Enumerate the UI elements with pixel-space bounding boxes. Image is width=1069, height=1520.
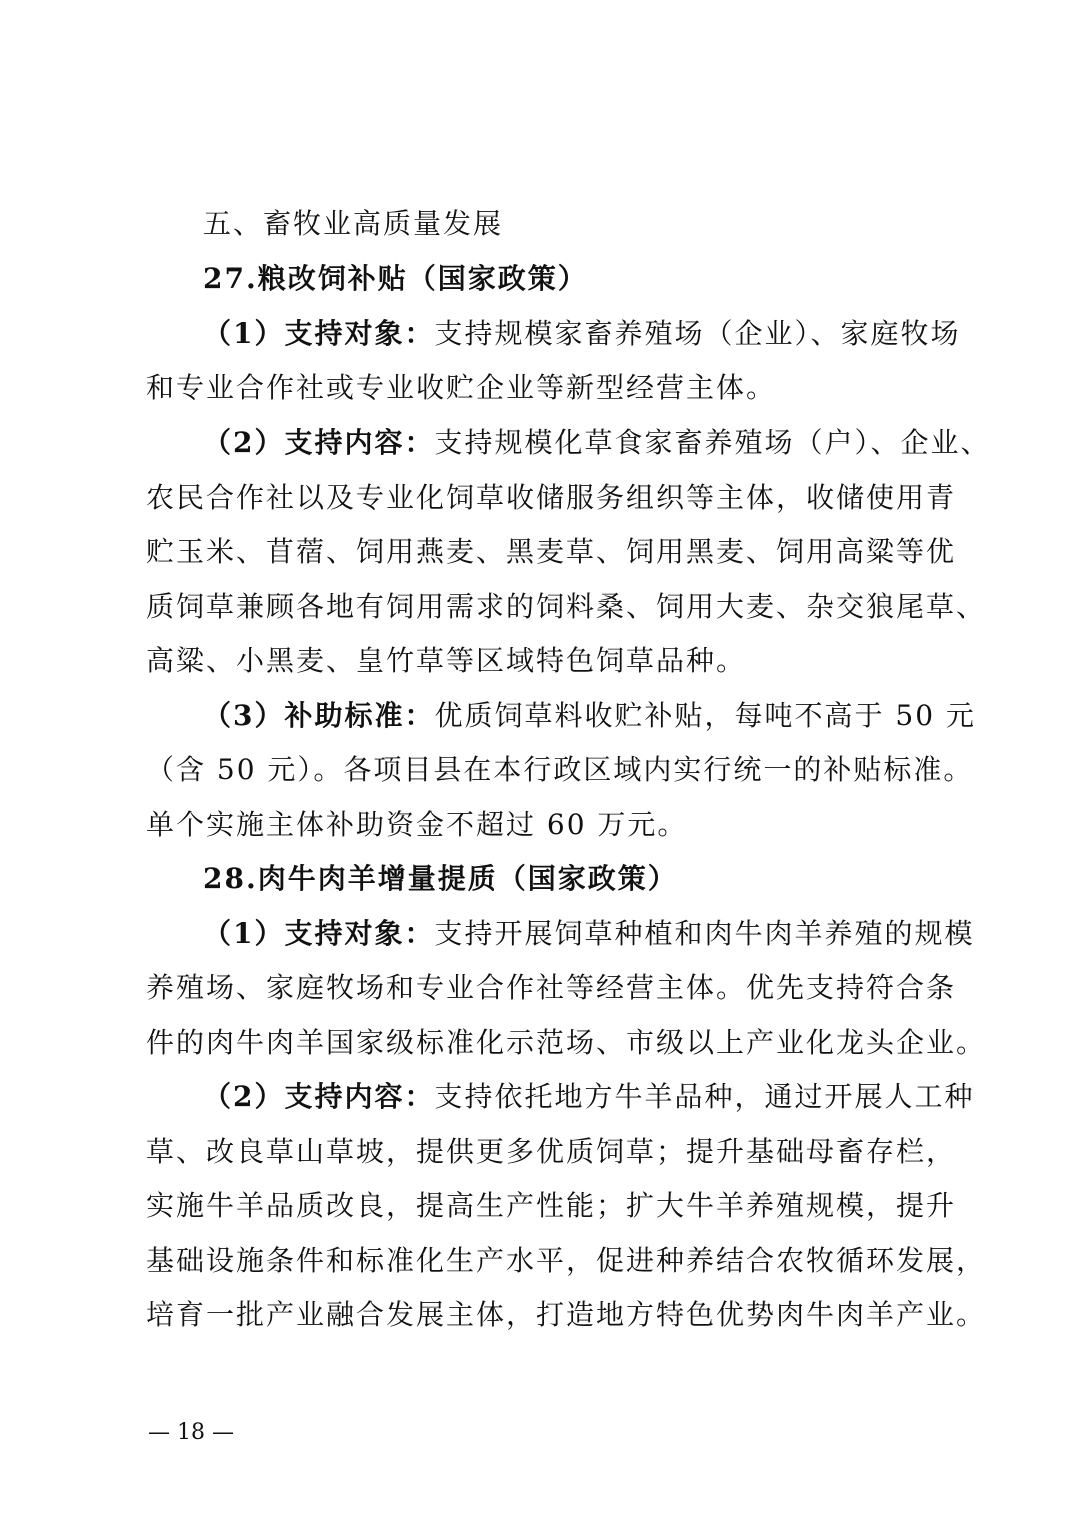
item-28-p2-text: 支持依托地方牛羊品种，通过开展人工种	[434, 1080, 975, 1113]
item-27-p1-line-2: 和专业合作社或专业收贮企业等新型经营主体。	[146, 371, 777, 404]
item-27-p2-line-4: 质饲草兼顾各地有饲用需求的饲料桑、饲用大麦、杂交狼尾草、	[146, 590, 987, 623]
item-28-p2-line-3: 实施牛羊品质改良，提高生产性能；扩大牛羊养殖规模，提升	[146, 1189, 957, 1222]
item-27-p2-label: （2）支持内容：	[203, 426, 435, 459]
item-28-p1-line-3: 件的肉牛肉羊国家级标准化示范场、市级以上产业化龙头企业。	[146, 1026, 987, 1059]
section-heading: 五、畜牧业高质量发展	[203, 207, 504, 240]
item-27-p2-line-2: 农民合作社以及专业化饲草收储服务组织等主体，收储使用青	[146, 481, 957, 514]
item-28-p1-label: （1）支持对象：	[203, 917, 435, 950]
item-27-p3-line-1	[203, 696, 976, 736]
item-28-p1-text: 支持开展饲草种植和肉牛肉羊养殖的规模	[434, 917, 975, 950]
item-27-p2-line-1	[203, 423, 991, 463]
item-27-p1-line-1	[203, 314, 961, 354]
item-27-p3-label: （3）补助标准：	[203, 699, 435, 732]
item-27-p2-line-3: 贮玉米、苜蓿、饲用燕麦、黑麦草、饲用黑麦、饲用高粱等优	[146, 535, 957, 568]
item-27-title: 27.粮改饲补贴（国家政策）	[203, 262, 588, 295]
item-27-p3-text: 优质饲草料收贮补贴，每吨不高于 50 元	[434, 699, 976, 732]
item-27-p3-line-2: （含 50 元）。各项目县在本行政区域内实行统一的补贴标准。	[146, 753, 974, 786]
item-27-p1-text: 支持规模家畜养殖场（企业）、家庭牧场	[434, 317, 961, 350]
item-28-p2-label: （2）支持内容：	[203, 1080, 435, 1113]
item-27-p2-text: 支持规模化草食家畜养殖场（户）、企业、	[434, 426, 991, 459]
item-28-p2-line-2: 草、改良草山草坡，提供更多优质饲草；提升基础母畜存栏，	[146, 1135, 957, 1168]
item-27-p1-label: （1）支持对象：	[203, 317, 435, 350]
item-28-p1-line-2: 养殖场、家庭牧场和专业合作社等经营主体。优先支持符合条	[146, 971, 957, 1004]
item-28-p2-line-4: 基础设施条件和标准化生产水平，促进种养结合农牧循环发展，	[146, 1244, 987, 1277]
page-number: — 18 —	[148, 1420, 234, 1445]
item-28-p1-line-1	[203, 914, 975, 954]
item-27-p3-line-3: 单个实施主体补助资金不超过 60 万元。	[146, 808, 688, 841]
item-28-p2-line-1	[203, 1077, 975, 1117]
item-27-p2-line-5: 高粱、小黑麦、皇竹草等区域特色饲草品种。	[146, 644, 747, 677]
item-28-p2-line-5: 培育一批产业融合发展主体，打造地方特色优势肉牛肉羊产业。	[146, 1298, 987, 1331]
item-28-title: 28.肉牛肉羊增量提质（国家政策）	[203, 862, 678, 895]
